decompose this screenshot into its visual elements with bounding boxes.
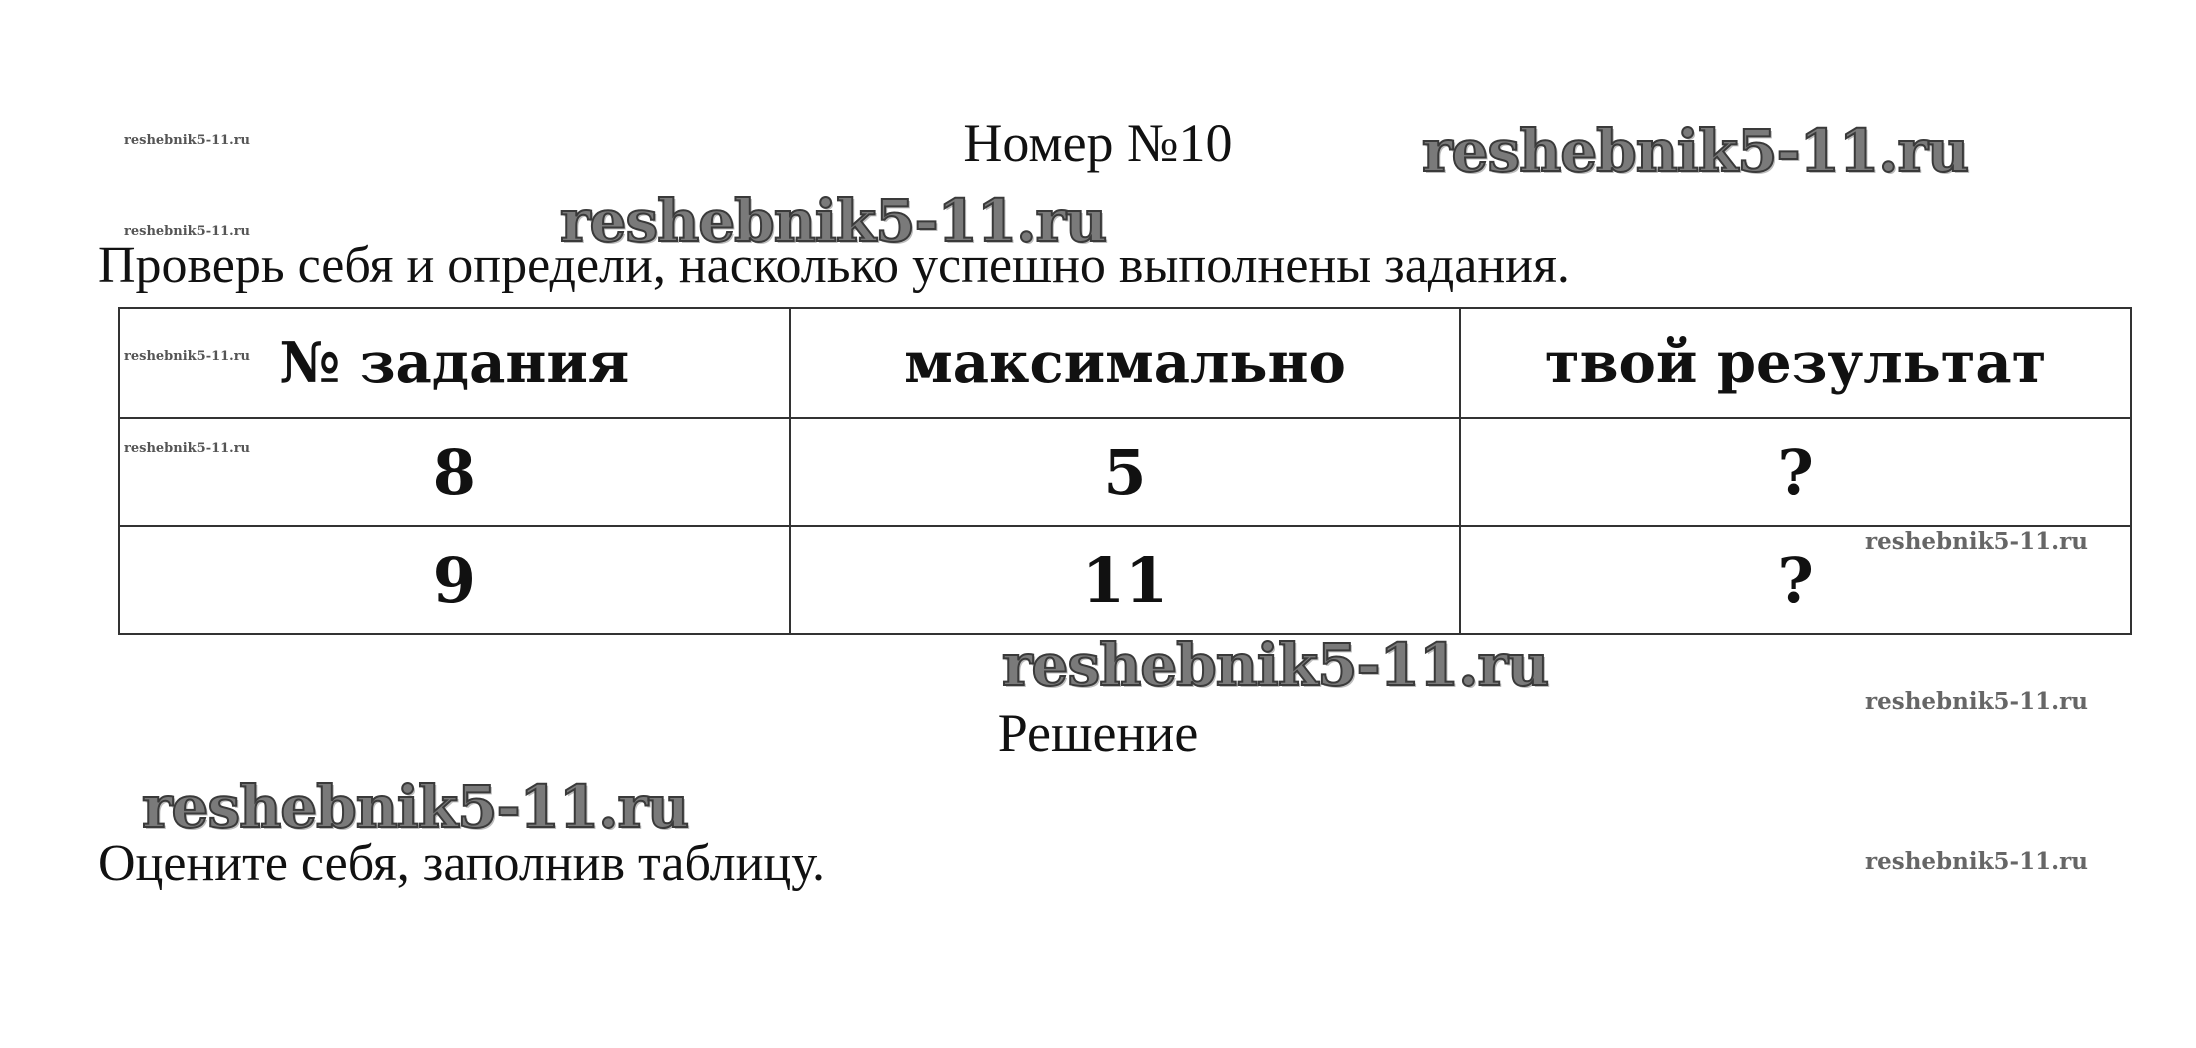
solution-heading: Решение [997,703,1199,763]
watermark-large: reshebnik5-11.ru [1422,117,1969,185]
task-prompt: Проверь себя и определи, насколько успешно выполнены задания. [98,237,1570,294]
table-cell: 5 [790,418,1461,526]
watermark-large: reshebnik5-11.ru [1002,631,1549,699]
table-cell: 9 [119,526,790,634]
watermark-large: reshebnik5-11.ru [560,187,1107,255]
column-header: максимально [790,308,1461,418]
table-header-row [119,308,2131,418]
watermark-small: reshebnik5-11.ru [124,349,251,364]
score-table [118,307,2132,635]
table-row [119,526,2131,634]
table-cell: ? [1460,526,2131,634]
watermark-small: reshebnik5-11.ru [124,133,251,148]
answer-text: Оцените себя, заполнив таблицу. [98,835,826,892]
watermark-large: reshebnik5-11.ru [142,773,689,841]
page-title: Номер №10 [963,113,1233,173]
watermark-medium: reshebnik5-11.ru [1865,688,2088,715]
column-header: твой результат [1460,308,2131,418]
watermark-small: reshebnik5-11.ru [124,224,251,239]
table-row [119,418,2131,526]
watermark-medium: reshebnik5-11.ru [1865,848,2088,875]
table-cell: 8 [119,418,790,526]
table-cell: ? [1460,418,2131,526]
column-header: № задания [119,308,790,418]
watermark-medium: reshebnik5-11.ru [1865,528,2088,555]
watermark-small: reshebnik5-11.ru [124,441,251,456]
table-cell: 11 [790,526,1461,634]
